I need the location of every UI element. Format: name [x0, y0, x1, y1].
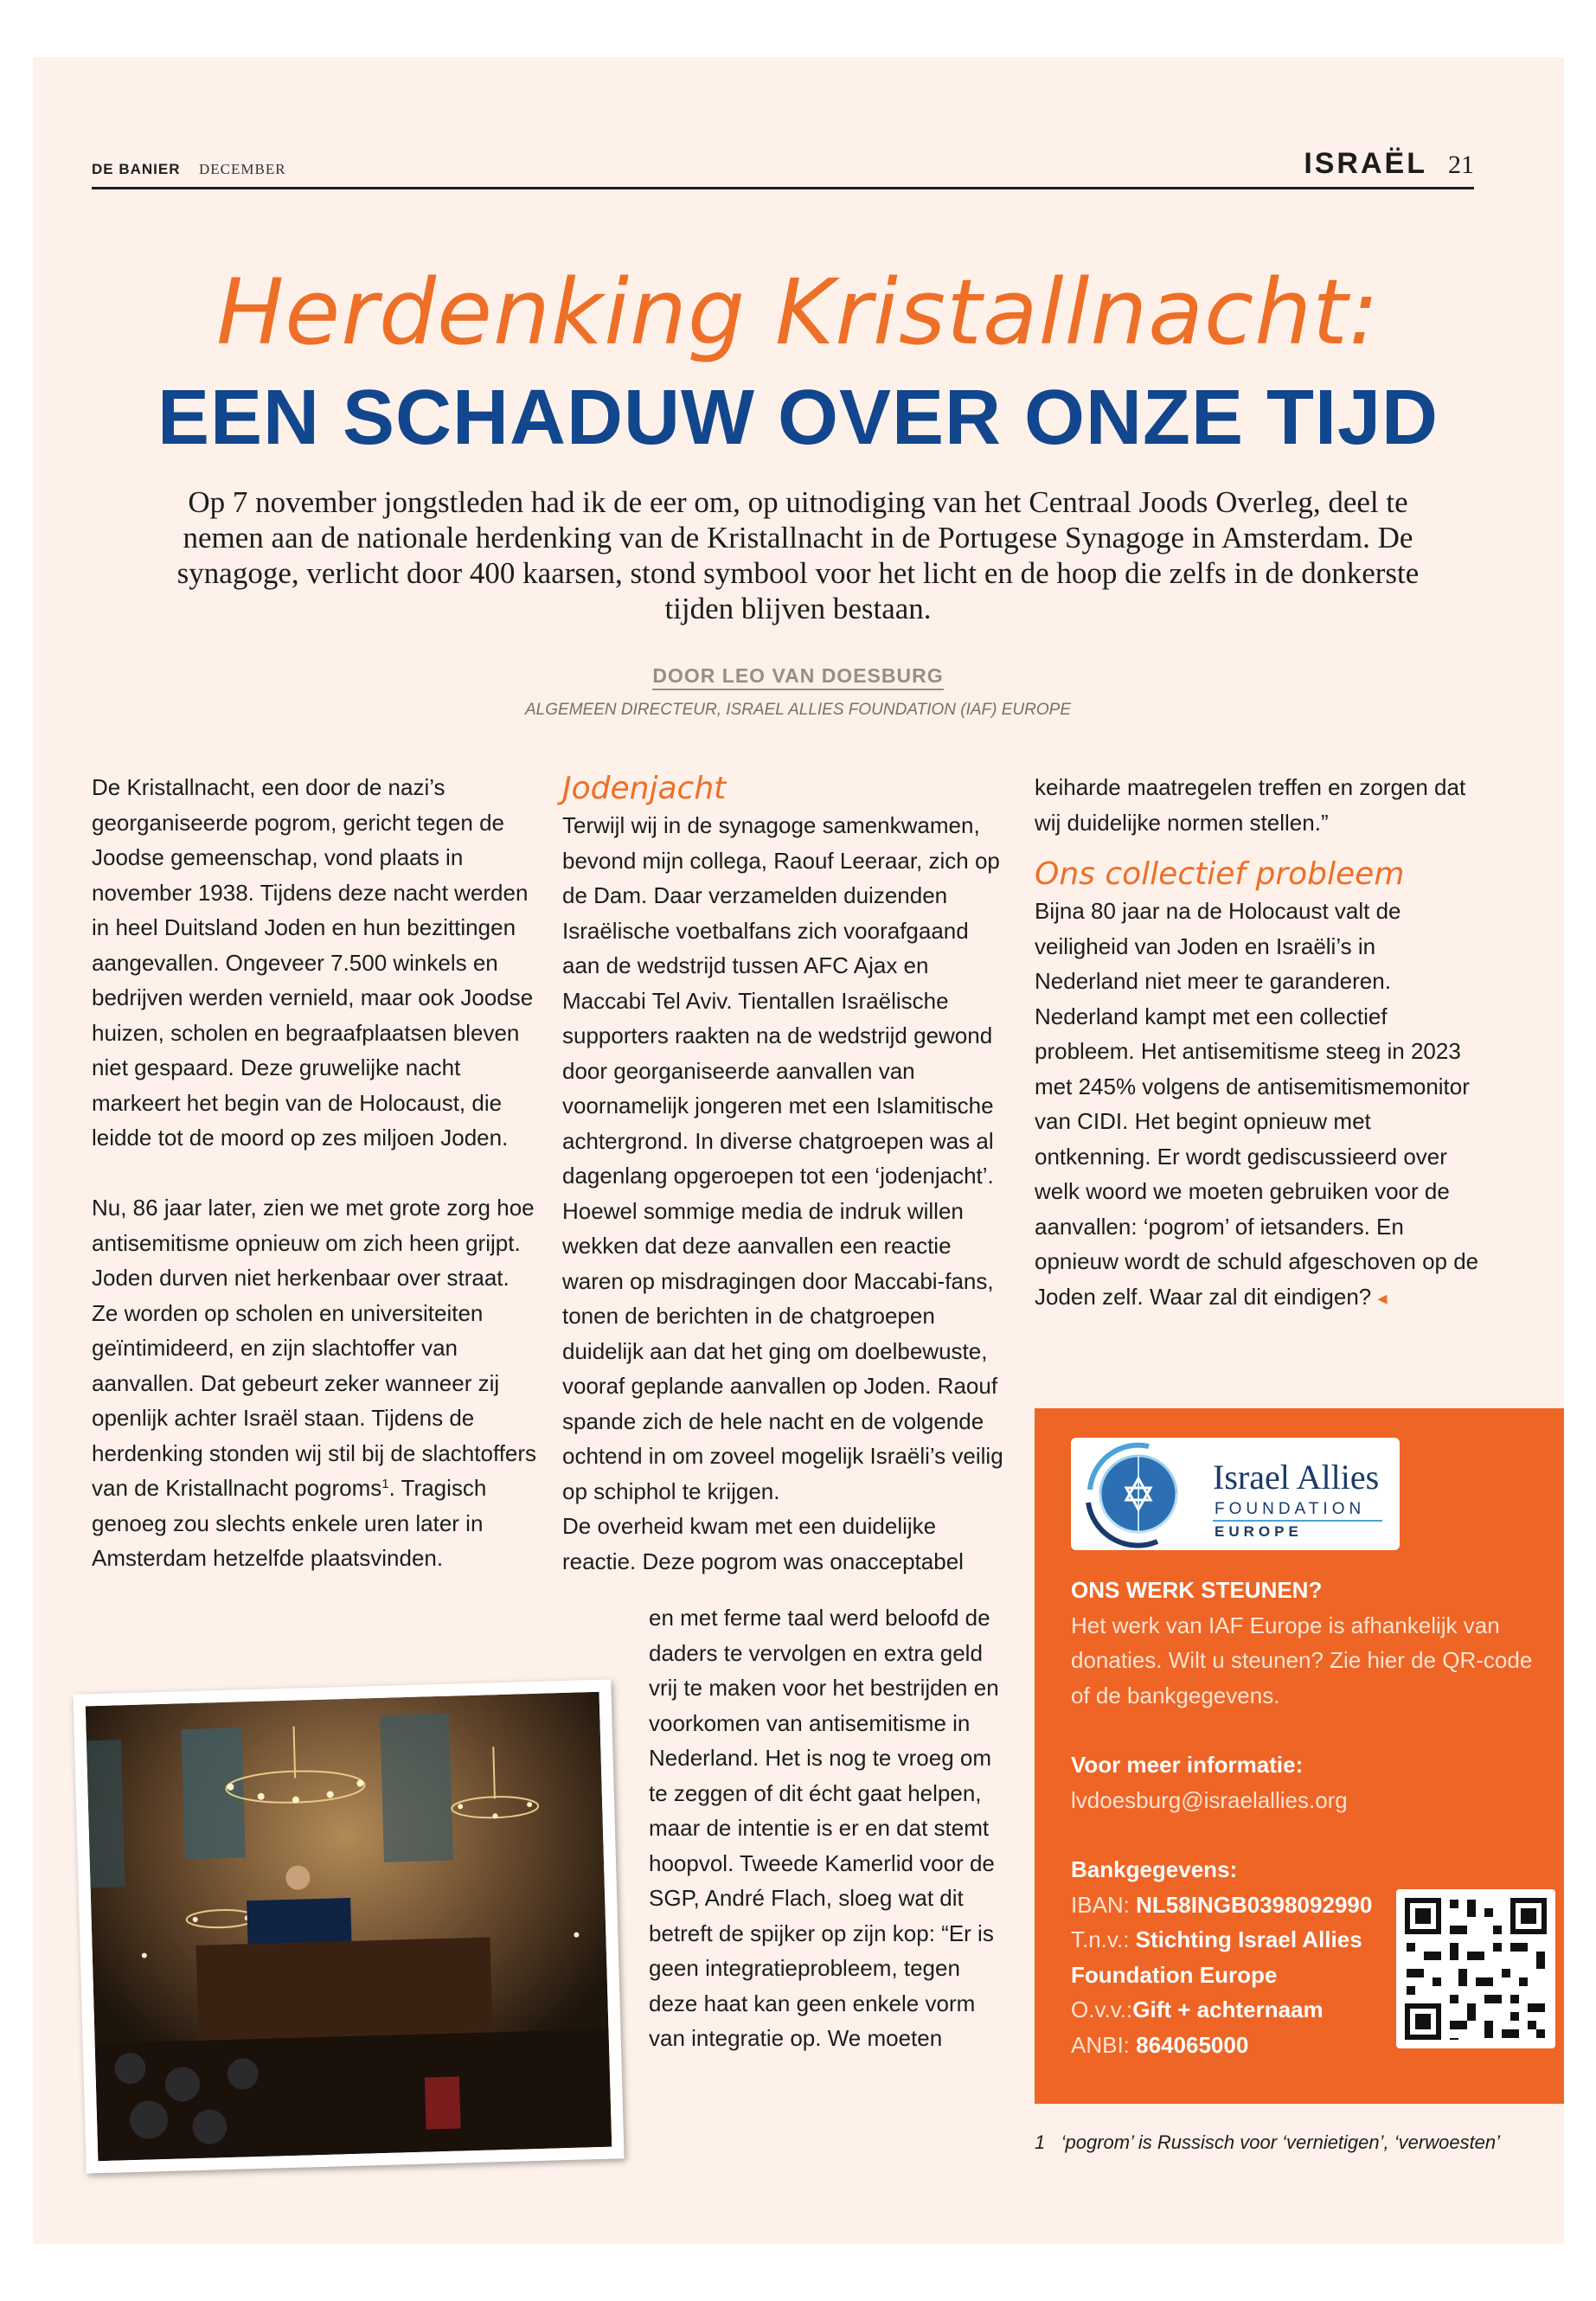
column-1: [92, 770, 542, 1576]
donation-heading: ONS WERK STEUNEN?: [1071, 1577, 1323, 1603]
bank-heading: Bankgegevens:: [1071, 1856, 1238, 1882]
iban-line: IBAN: NL58INGB0398092990: [1071, 1891, 1373, 1918]
column-2-wrap: [649, 1600, 1012, 2056]
logo-europe: EUROPE: [1215, 1523, 1303, 1540]
issue-month: DECEMBER: [199, 161, 286, 177]
paragraph: Terwijl wij in de synagoge samenkwamen, bevond mijn collega, Raouf Leeraar, zich op de Dam. Daar verzamelden duizenden Israëlische voetbalfans zich voorafgaand aan de wedstrijd tussen AFC Ajax en Maccabi Tel Aviv. Tientallen Israëlische supporters raakten na de wedstrijd gewond door georganiseerde aanvallen van voornamelijk jongeren met een Islamitische achtergrond. In diverse chatgroepen was al dagenlang opgeroepen tot een ‘jodenjacht’. Hoewel sommige media de indruk willen wekken dat deze aanvallen een reactie waren op misdragingen door Maccabi-fans, tonen de berichten in de chatgroepen duidelijk aan dat het ging om doelbewuste, vooraf geplande aanvallen op Joden. Raouf spande zich de hele nacht en de volgende ochtend in om zoveel mogelijk Israëli’s veilig op schiphol te krijgen.: [562, 812, 1003, 1504]
paragraph: keiharde maatregelen treffen en zorgen dat wij duidelijke normen stellen.”: [1035, 774, 1466, 836]
article-lead: Op 7 november jongstleden had ik de eer om, op uitnodiging van het Centraal Joods Overleg, deel te nemen aan de nationale herdenking van de Kristallnacht in de Portugese Synagoge in Amsterdam. De synagoge, verlicht door 400 kaarsen, stond symbool voor het licht en de hoop die zelfs in de donkerste tijden blijven bestaan.: [176, 485, 1420, 625]
author-role: ALGEMEEN DIRECTEUR, ISRAEL ALLIES FOUNDATION (IAF) EUROPE: [525, 701, 1071, 719]
author-name: DOOR LEO VAN DOESBURG: [652, 664, 943, 690]
end-mark-icon: ◂: [1377, 1286, 1388, 1309]
paragraph: De overheid kwam met een duidelijke reactie. Deze pogrom was onacceptabel: [562, 1513, 964, 1574]
byline: [0, 664, 1596, 688]
paragraph: De Kristallnacht, een door de nazi’s georganiseerde pogrom, gericht tegen de Joodse gemeenschap, vond plaats in november 1938. Tijdens deze nacht werden in heel Duitsland Joden en hun bezittingen aangevallen. Ongeveer 7.500 winkels en bedrijven werden vernield, maar ook Joodse huizen, scholen en begraafplaatsen bleven niet gespaard. Deze gruwelijke nacht markeert het begin van de Holocaust, die leidde tot de moord op zes miljoen Joden.: [92, 774, 534, 1150]
ovv-line: O.v.v.:Gift + achternaam: [1071, 1997, 1324, 2022]
anbi-line: ANBI: 864065000: [1071, 2031, 1249, 2058]
header-rule: [92, 187, 1474, 189]
column-2: [562, 770, 1012, 1579]
footnote-ref[interactable]: 1: [381, 1477, 389, 1491]
article-subtitle: EEN SCHADUW OVER ONZE TIJD: [157, 375, 1439, 461]
iaf-logo: [1071, 1438, 1400, 1550]
synagogue-photo: [73, 1679, 624, 2173]
donation-box: [1035, 1408, 1564, 2104]
synagogue-photo-image: [86, 1692, 612, 2161]
info-heading: Voor meer informatie:: [1071, 1752, 1304, 1778]
section-heading-collectief: Ons collectief probleem: [1035, 856, 1405, 892]
section-name: ISRAËL: [1304, 147, 1427, 180]
donation-description: Het werk van IAF Europe is afhankelijk van donaties. Wilt u steunen? Zie hier de QR-code of de bankgegevens.: [1071, 1612, 1533, 1708]
running-header: [92, 147, 1474, 190]
section-heading-jodenjacht: Jodenjacht: [562, 771, 727, 806]
page-number: 21: [1448, 151, 1474, 179]
globe-icon: [1071, 1438, 1192, 1550]
qr-code-icon: [1396, 1889, 1555, 2048]
qr-code[interactable]: [1396, 1889, 1555, 2048]
logo-name: Israel Allies: [1213, 1458, 1380, 1497]
publication-name: DE BANIER: [92, 161, 181, 177]
footnote: [1035, 2131, 1554, 2154]
paragraph: en met ferme taal werd beloofd de daders te vervolgen en extra geld vrij te maken voor het bestrijden en voorkomen van antisemitisme in Nederland. Het is nog te vroeg om te zeggen of dit écht gaat helpen, maar de intentie is er en dat stemt hoopvol. Tweede Kamerlid voor de SGP, André Flach, sloeg wat dit betreft de spijker op zijn kop: “Er is geen integratieprobleem, tegen deze haat kan geen enkele vorm van integratie op. We moeten: [649, 1605, 999, 2051]
paragraph: Bijna 80 jaar na de Holocaust valt de veiligheid van Joden en Israëli’s in Nederland niet meer te garanderen. Nederland kampt met een collectief probleem. Het antisemitisme steeg in 2023 met 245% volgens de antisemitismemonitor van CIDI. Het begint opnieuw met ontkenning. Er wordt gediscussieerd over welk woord we moeten gebruiken voor de aanvallen: ‘pogrom’ of ietsanders. En opnieuw wordt de schuld afgeschoven op de Joden zelf. Waar zal dit eindigen? ◂: [1035, 898, 1479, 1310]
footnote-text: ‘pogrom’ is Russisch voor ‘vernietigen’, ‘verwoesten’: [1061, 2131, 1501, 2153]
contact-email[interactable]: lvdoesburg@israelallies.org: [1071, 1786, 1348, 1813]
paragraph: Nu, 86 jaar later, zien we met grote zorg hoe antisemitisme opnieuw om zich heen grijpt. Joden durven niet herkenbaar over straat. Ze worden op scholen en universiteiten geïntimideerd, en zijn slachtoffer van aanvallen. Dat gebeurt zeker wanneer zij openlijk achter Israël staan. Tijdens de herdenking stonden wij stil bij de slachtoffers van de Kristallnacht pogroms$^1$. Tragisch genoeg zou slechts enkele uren later in Amsterdam hetzelfde plaatsvinden.: [92, 1195, 537, 1571]
footnote-number: 1: [1035, 2131, 1046, 2153]
logo-foundation: FOUNDATION: [1215, 1500, 1366, 1518]
column-3: [1035, 770, 1484, 1316]
article-title: Herdenking Kristallnacht:: [216, 260, 1380, 365]
tnv-line: T.n.v.: Stichting Israel Allies Foundation Europe: [1071, 1926, 1362, 1988]
